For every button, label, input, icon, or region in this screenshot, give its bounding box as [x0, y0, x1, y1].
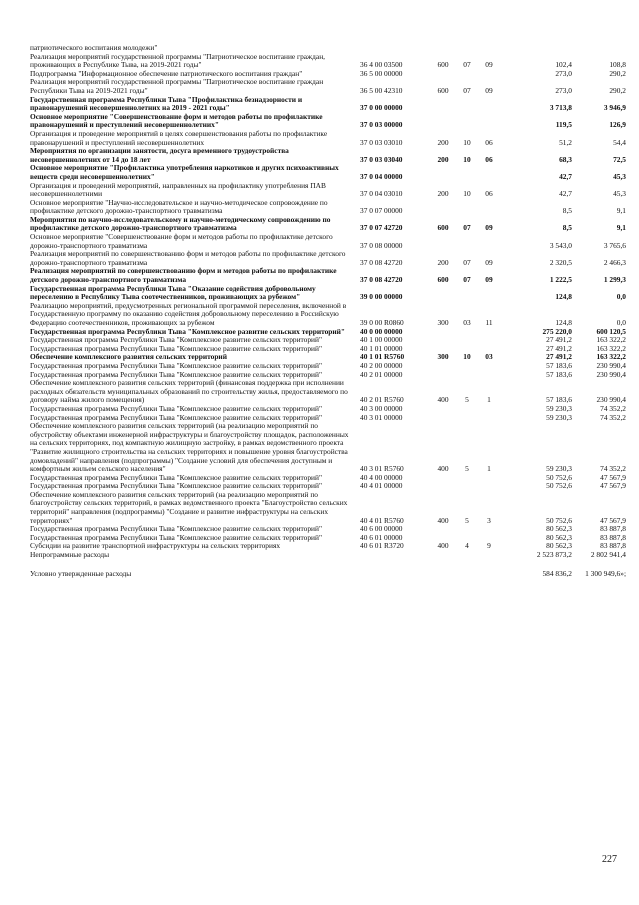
amount-year-2: 1 300 949,6»;	[585, 568, 626, 578]
table-row	[30, 302, 626, 328]
amount-year-1: 3 713,8	[549, 103, 572, 113]
subsection: 06	[485, 154, 493, 164]
amount-year-1: 57 183,6	[546, 395, 572, 405]
budget-code: 37 0 08 00000	[360, 240, 403, 250]
budget-code: 40 3 00 00000	[360, 403, 403, 413]
amount-year-2: 1 299,3	[603, 275, 626, 285]
amount-year-2: 45,3	[613, 189, 626, 199]
section: 07	[463, 275, 471, 285]
page-number: 227	[602, 854, 617, 865]
amount-year-2: 9,1	[616, 223, 626, 233]
amount-year-1: 68,3	[559, 154, 572, 164]
amount-year-1: 57 183,6	[546, 360, 572, 370]
item-name: Реализация мероприятий по совершенствованию форм и методов работы по профилактике детского дорожно-транспортного травматизма	[30, 249, 346, 267]
amount-year-2: 2 802 941,4	[590, 550, 626, 560]
expense-type: 600	[437, 60, 449, 70]
item-name: Государственная программа Республики Тыва "Комплексное развитие сельских территорий"	[30, 326, 346, 336]
expense-type: 600	[437, 85, 449, 95]
amount-year-1: 27 491,2	[546, 343, 572, 353]
budget-code: 40 0 00 00000	[360, 326, 403, 336]
amount-year-1: 42,7	[559, 189, 572, 199]
amount-year-1: 51,2	[559, 137, 572, 147]
amount-year-2: 2 466,3	[603, 257, 626, 267]
budget-code: 40 2 00 00000	[360, 360, 403, 370]
subsection: 09	[485, 60, 493, 70]
section: 10	[463, 137, 471, 147]
budget-code: 40 1 00 00000	[360, 335, 403, 345]
item-name: Обеспечение комплексного развития сельских территорий (на реализацию мероприятий по благоустройству сельских территорий, в рамках ведомственного проекта "Благоустройство сельских территорий" направления (подпрограммы) "Создание и развитие инфраструктуры на сельских территориях"	[30, 489, 348, 525]
amount-year-1: 8,5	[562, 223, 572, 233]
amount-year-1: 80 562,3	[546, 524, 572, 534]
amount-year-2: 163 322,2	[596, 335, 626, 345]
budget-code: 40 6 01 00000	[360, 532, 403, 542]
section: 07	[463, 223, 471, 233]
table-row	[30, 233, 626, 250]
table-row	[30, 164, 626, 181]
item-name: Организация и проведений мероприятий, направленных на профилактику употребления ПАВ несовершеннолетними	[30, 180, 326, 199]
amount-year-2: 600 120,5	[596, 326, 626, 336]
item-name: Реализация мероприятий государственной программы "Патриотическое воспитание граждан, проживающих в Республике Тыва, на 2019-2021 годы"	[30, 51, 326, 70]
amount-year-2: 83 887,8	[600, 532, 626, 542]
subsection: 09	[485, 223, 493, 233]
item-name: патриотического воспитания молодежи"	[30, 43, 158, 52]
section: 5	[465, 395, 469, 405]
budget-code: 40 4 01 R5760	[360, 515, 404, 525]
expense-type: 300	[437, 352, 449, 362]
item-name: Государственная программа Республики Тыва "Оказание содействия добровольному переселению в Республику Тыва соотечественников, проживающих за рубежом"	[30, 283, 316, 302]
subsection: 3	[487, 515, 491, 525]
amount-year-1: 1 222,5	[549, 275, 572, 285]
table-row	[30, 422, 626, 474]
amount-year-1: 124,8	[555, 292, 572, 302]
item-name: Государственная программа Республики Тыва "Комплексное развитие сельских территорий"	[30, 412, 322, 422]
budget-code: 37 0 03 00000	[360, 120, 403, 130]
item-name: Основное мероприятие "Совершенствование форм и методов работы по профилактике правонарушений и преступлений несовершеннолетних"	[30, 111, 323, 130]
subsection: 06	[485, 137, 493, 147]
amount-year-2: 0,0	[616, 292, 626, 302]
amount-year-2: 9,1	[616, 206, 626, 216]
budget-table	[30, 44, 626, 578]
item-name: Непрограммные расходы	[30, 550, 110, 560]
item-name: Государственная программа Республики Тыва "Комплексное развитие сельских территорий"	[30, 532, 322, 542]
budget-code: 37 0 03 03040	[360, 154, 403, 164]
item-name: Подпрограмма "Информационное обеспечение патриотического воспитания граждан"	[30, 68, 303, 78]
amount-year-1: 584 836,2	[542, 568, 572, 578]
amount-year-2: 230 990,4	[596, 360, 626, 370]
budget-code: 40 4 01 00000	[360, 481, 403, 491]
table-row	[30, 147, 626, 164]
expense-type: 200	[437, 257, 449, 267]
budget-code: 37 0 03 03010	[360, 137, 403, 147]
budget-code: 37 0 07 42720	[360, 223, 403, 233]
section: 5	[465, 515, 469, 525]
table-row	[30, 551, 626, 560]
budget-code: 40 6 00 00000	[360, 524, 403, 534]
expense-type: 200	[437, 154, 449, 164]
item-name: Основное мероприятие "Научно-исследовательское и научно-методическое сопровождение по профилактике детского дорожно-транспортного травматизма	[30, 197, 328, 216]
subsection: 09	[485, 275, 493, 285]
budget-code: 40 1 01 00000	[360, 343, 403, 353]
item-name: Мероприятия по организации занятости, досуга временного трудоустройства несовершеннолетних от 14 до 18 лет	[30, 146, 289, 164]
amount-year-2: 74 352,2	[600, 464, 626, 474]
amount-year-2: 0,0	[616, 318, 626, 327]
item-name: Государственная программа Республики Тыва "Комплексное развитие сельских территорий"	[30, 335, 322, 345]
amount-year-2: 74 352,2	[600, 412, 626, 422]
amount-year-2: 163 322,2	[596, 343, 626, 353]
amount-year-2: 45,3	[613, 171, 626, 181]
table-row	[30, 491, 626, 525]
budget-code: 40 1 01 R5760	[360, 352, 405, 362]
item-name: Государственная программа Республики Тыва "Комплексное развитие сельских территорий"	[30, 472, 322, 482]
amount-year-1: 119,5	[555, 120, 572, 130]
footer-row	[30, 570, 626, 579]
amount-year-2: 47 567,9	[600, 472, 626, 482]
item-name: Обеспечение комплексного развития сельских территорий (финансовая поддержка при исполнении расходных обязательств муниципальных образований по строительству жилья, предоставляемого по договору найма жилого помещения)	[30, 378, 348, 405]
item-name: Государственная программа Республики Тыва "Профилактика безнадзорности и правонарушений несовершеннолетних на 2019 - 2021 годы"	[30, 94, 303, 113]
item-name: Государственная программа Республики Тыва "Комплексное развитие сельских территорий"	[30, 403, 322, 413]
table-row	[30, 130, 626, 147]
item-name: Реализация мероприятий государственной программы "Патриотическое воспитание граждан Республики Тыва на 2019-2021 годы"	[30, 77, 324, 95]
table-row	[30, 379, 626, 405]
item-name: Обеспечение комплексного развития сельских территорий (на реализацию мероприятий по обустройству объектами инженерной инфраструктуры и благоустройству площадок, расположенных на сельских территориях, под компактную жилищную застройку, в рамках ведомственного проекта "Развитие жилищного строительства на сельских территориях и повышение уровня благоустройства домовладений" направления (подпрограммы) "Создание условий для обеспечения доступным и комфортным жильем сельского населения"	[30, 421, 349, 474]
expense-type: 400	[437, 541, 449, 551]
section: 07	[463, 85, 471, 95]
expense-type: 600	[437, 223, 449, 233]
amount-year-1: 102,4	[555, 60, 572, 70]
amount-year-2: 72,5	[613, 154, 626, 164]
amount-year-1: 50 752,6	[546, 472, 572, 482]
amount-year-1: 275 220,0	[542, 326, 572, 336]
budget-code: 37 0 00 00000	[360, 103, 403, 113]
budget-code: 40 4 00 00000	[360, 472, 403, 482]
table-row	[30, 216, 626, 233]
subsection: 11	[485, 318, 493, 327]
table-row	[30, 113, 626, 130]
expense-type: 200	[437, 137, 449, 147]
budget-code: 36 5 00 00000	[360, 68, 403, 78]
amount-year-2: 74 352,2	[600, 403, 626, 413]
budget-code: 36 4 00 03500	[360, 60, 403, 70]
budget-code: 37 0 04 00000	[360, 171, 403, 181]
item-name: Организация и проведение мероприятий в целях совершенствования работы по профилактике правонарушений и преступлений несовершеннолетних	[30, 128, 328, 147]
item-name: Государственная программа Республики Тыва "Комплексное развитие сельских территорий"	[30, 369, 322, 379]
amount-year-2: 230 990,4	[596, 369, 626, 379]
budget-code: 40 2 01 00000	[360, 369, 403, 379]
section: 5	[465, 464, 469, 474]
amount-year-2: 3 946,9	[603, 103, 626, 113]
item-name: Государственная программа Республики Тыва "Комплексное развитие сельских территорий"	[30, 360, 322, 370]
table-row	[30, 78, 626, 95]
subsection: 06	[485, 189, 493, 199]
subsection: 1	[487, 464, 491, 474]
section: 4	[465, 541, 469, 551]
amount-year-1: 27 491,2	[546, 335, 572, 345]
expense-type: 400	[437, 395, 449, 405]
item-name: Условно утвержденные расходы	[30, 568, 132, 578]
amount-year-1: 273,0	[555, 85, 572, 95]
amount-year-1: 59 230,3	[546, 403, 572, 413]
subsection: 09	[485, 257, 493, 267]
budget-code: 40 2 01 R5760	[360, 395, 404, 405]
amount-year-1: 3 543,0	[549, 240, 572, 250]
amount-year-2: 54,4	[613, 137, 626, 147]
expense-type: 300	[437, 318, 449, 327]
amount-year-2: 3 765,6	[603, 240, 626, 250]
budget-code: 37 0 04 03010	[360, 189, 403, 199]
budget-code: 40 3 01 R5760	[360, 464, 404, 474]
item-name: Реализация мероприятий по совершенствованию форм и методов работы по профилактике детского дорожно-транспортного травматизма	[30, 266, 337, 285]
item-name: Государственная программа Республики Тыва "Комплексное развитие сельских территорий"	[30, 343, 322, 353]
item-name: Основное мероприятие "Совершенствование форм и методов работы по профилактике детского дорожно-транспортного травматизма	[30, 232, 333, 250]
budget-code: 40 6 01 R3720	[360, 541, 404, 551]
item-name: Государственная программа Республики Тыва "Комплексное развитие сельских территорий"	[30, 481, 322, 491]
amount-year-1: 59 230,3	[546, 412, 572, 422]
amount-year-1: 2 523 873,2	[536, 550, 572, 560]
amount-year-2: 163 322,2	[596, 352, 626, 362]
table-row	[30, 285, 626, 302]
amount-year-1: 124,8	[555, 318, 572, 327]
budget-code: 40 3 01 00000	[360, 412, 403, 422]
section: 07	[463, 257, 471, 267]
amount-year-1: 273,0	[555, 68, 572, 78]
budget-code: 36 5 00 42310	[360, 85, 403, 95]
amount-year-1: 80 562,3	[546, 541, 572, 551]
table-row	[30, 96, 626, 113]
table-row	[30, 267, 626, 284]
expense-type: 200	[437, 189, 449, 199]
section: 10	[463, 154, 471, 164]
budget-code: 39 0 00 00000	[360, 292, 403, 302]
amount-year-1: 8,5	[562, 206, 572, 216]
amount-year-2: 290,2	[609, 68, 626, 78]
table-row	[30, 182, 626, 199]
item-name: Реализацию мероприятий, предусмотренных региональной программой переселения, включенной в Государственную программу по оказанию содействия добровольному переселению в Российскую Федерацию соотечественников, проживающих за рубежом	[30, 300, 347, 327]
amount-year-1: 50 752,6	[546, 515, 572, 525]
item-name: Субсидии на развитие транспортной инфраструктуры на сельских территориях	[30, 541, 281, 551]
amount-year-1: 2 320,5	[549, 257, 572, 267]
amount-year-2: 47 567,9	[600, 515, 626, 525]
section: 10	[463, 189, 471, 199]
amount-year-2: 108,8	[609, 60, 626, 70]
amount-year-2: 83 887,8	[600, 541, 626, 551]
subsection: 03	[485, 352, 493, 362]
amount-year-1: 59 230,3	[546, 464, 572, 474]
budget-code: 37 0 07 00000	[360, 206, 403, 216]
budget-code: 37 0 08 42720	[360, 257, 403, 267]
amount-year-1: 42,7	[559, 171, 572, 181]
section: 07	[463, 60, 471, 70]
item-name: Государственная программа Республики Тыва "Комплексное развитие сельских территорий"	[30, 524, 322, 534]
amount-year-1: 27 491,2	[546, 352, 572, 362]
subsection: 9	[487, 541, 491, 551]
section: 10	[463, 352, 471, 362]
amount-year-2: 83 887,8	[600, 524, 626, 534]
amount-year-1: 50 752,6	[546, 481, 572, 491]
budget-code: 39 0 00 R0860	[360, 318, 404, 327]
section: 03	[463, 318, 471, 327]
amount-year-2: 126,9	[609, 120, 626, 130]
item-name: Основное мероприятие "Профилактика употребления наркотиков и других психоактивных веществ среди несовершеннолетних"	[30, 163, 339, 181]
amount-year-2: 230 990,4	[596, 395, 626, 405]
amount-year-2: 290,2	[609, 85, 626, 95]
table-row	[30, 250, 626, 267]
budget-code: 37 0 08 42720	[360, 275, 403, 285]
expense-type: 400	[437, 515, 449, 525]
table-row	[30, 53, 626, 70]
expense-type: 600	[437, 275, 449, 285]
amount-year-1: 80 562,3	[546, 532, 572, 542]
table-row	[30, 199, 626, 216]
amount-year-1: 57 183,6	[546, 369, 572, 379]
item-name: Обеспечение комплексного развития сельских территорий	[30, 352, 227, 362]
item-name: Мероприятия по научно-исследовательскому и научно-методическому сопровождению по профилактике детского дорожно-транспортного травматизма	[30, 214, 331, 233]
subsection: 1	[487, 395, 491, 405]
expense-type: 400	[437, 464, 449, 474]
amount-year-2: 47 567,9	[600, 481, 626, 491]
subsection: 09	[485, 85, 493, 95]
